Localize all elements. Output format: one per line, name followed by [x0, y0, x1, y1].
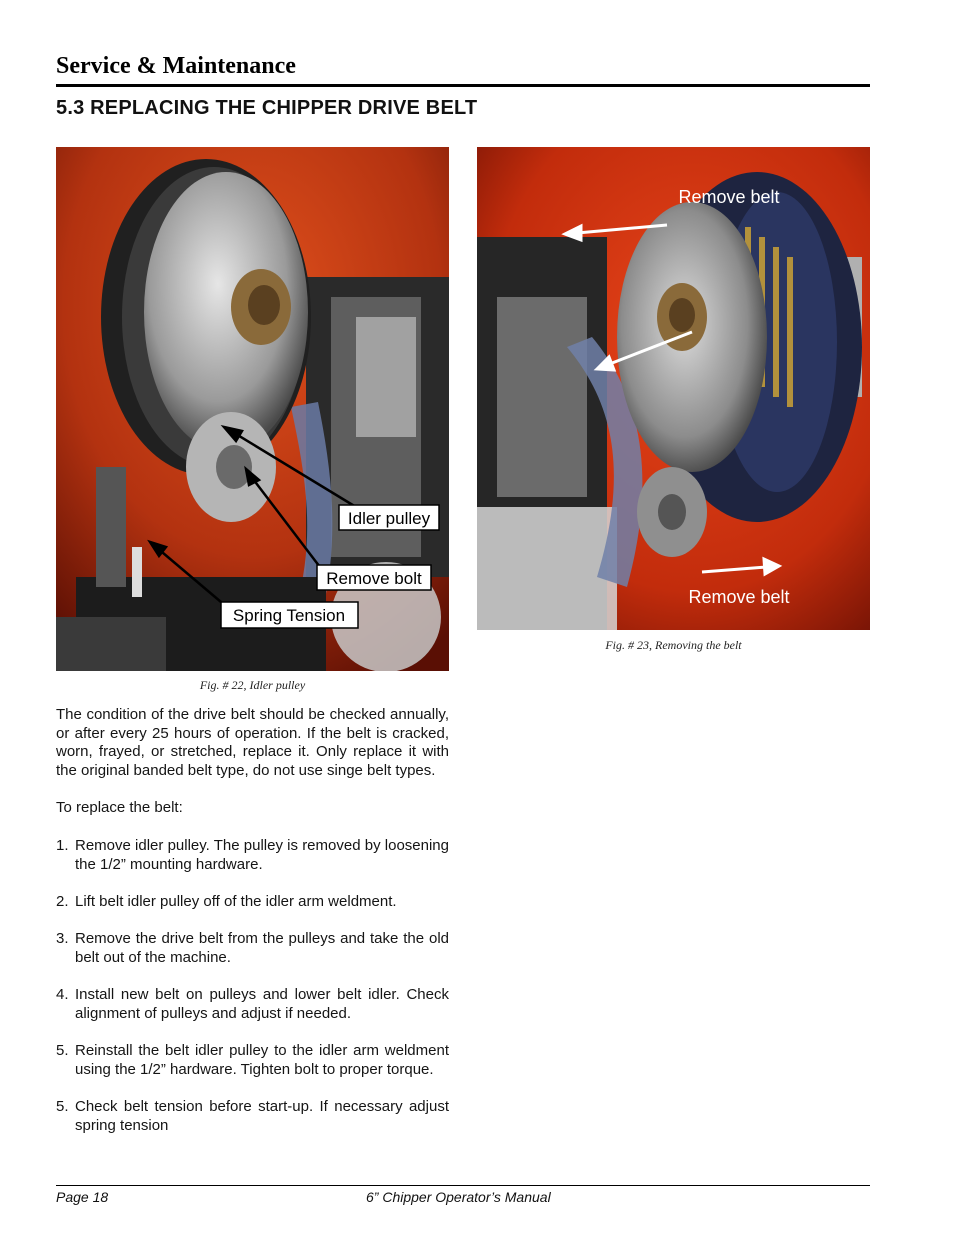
step-text: Reinstall the belt idler pulley to the idler arm weldment using the 1/2” hardware. Tighten bolt to proper torque.	[75, 1042, 449, 1078]
step-item	[56, 1042, 449, 1079]
section-title: 5.3 REPLACING THE CHIPPER DRIVE BELT	[56, 97, 478, 119]
figure-23-caption: Fig. # 23, Removing the belt	[605, 638, 742, 652]
step-item	[56, 930, 449, 967]
step-item	[56, 837, 449, 874]
step-number: 1.	[56, 837, 69, 854]
step-item	[56, 986, 449, 1023]
label-remove-bolt: Remove bolt	[326, 569, 422, 588]
label-spring-tension: Spring Tension	[232, 606, 346, 625]
figure-22-caption: Fig. # 22, Idler pulley	[199, 678, 306, 692]
footer-manual-title: 6” Chipper Operator’s Manual	[366, 1189, 551, 1205]
step-number: 5.	[56, 1042, 69, 1059]
step-text: Check belt tension before start-up. If necessary adjust spring tension	[75, 1098, 449, 1134]
label-remove-belt-top: Remove belt	[678, 187, 780, 207]
step-number: 5.	[56, 1098, 69, 1115]
label-idler-pulley: Idler pulley	[347, 509, 431, 528]
footer-rule	[56, 1185, 870, 1186]
header-rule	[56, 84, 870, 87]
step-number: 4.	[56, 986, 69, 1003]
step-text: Lift belt idler pulley off of the idler arm weldment.	[75, 893, 397, 910]
lead-paragraph: To replace the belt:	[56, 799, 183, 816]
figure-22-photo	[56, 147, 449, 671]
step-item	[56, 893, 449, 912]
footer-page-number: Page 18	[56, 1189, 109, 1205]
step-number: 3.	[56, 930, 69, 947]
step-text: Remove idler pulley. The pulley is removed by loosening the 1/2” mounting hardware.	[75, 837, 449, 873]
step-text: Remove the drive belt from the pulleys and take the old belt out of the machine.	[75, 930, 449, 966]
step-number: 2.	[56, 893, 69, 910]
step-item	[56, 1098, 449, 1135]
label-remove-belt-bottom: Remove belt	[688, 587, 790, 607]
step-text: Install new belt on pulleys and lower belt idler. Check alignment of pulleys and adjust if needed.	[75, 986, 449, 1022]
figure-23-photo	[477, 147, 870, 630]
intro-paragraph: The condition of the drive belt should be checked annually, or after every 25 hours of operation. If the belt is cracked, worn, frayed, or stretched, replace it. Only replace it with the original banded belt type, do not use singe belt types.	[56, 706, 449, 779]
page-header-title: Service & Maintenance	[56, 53, 296, 79]
